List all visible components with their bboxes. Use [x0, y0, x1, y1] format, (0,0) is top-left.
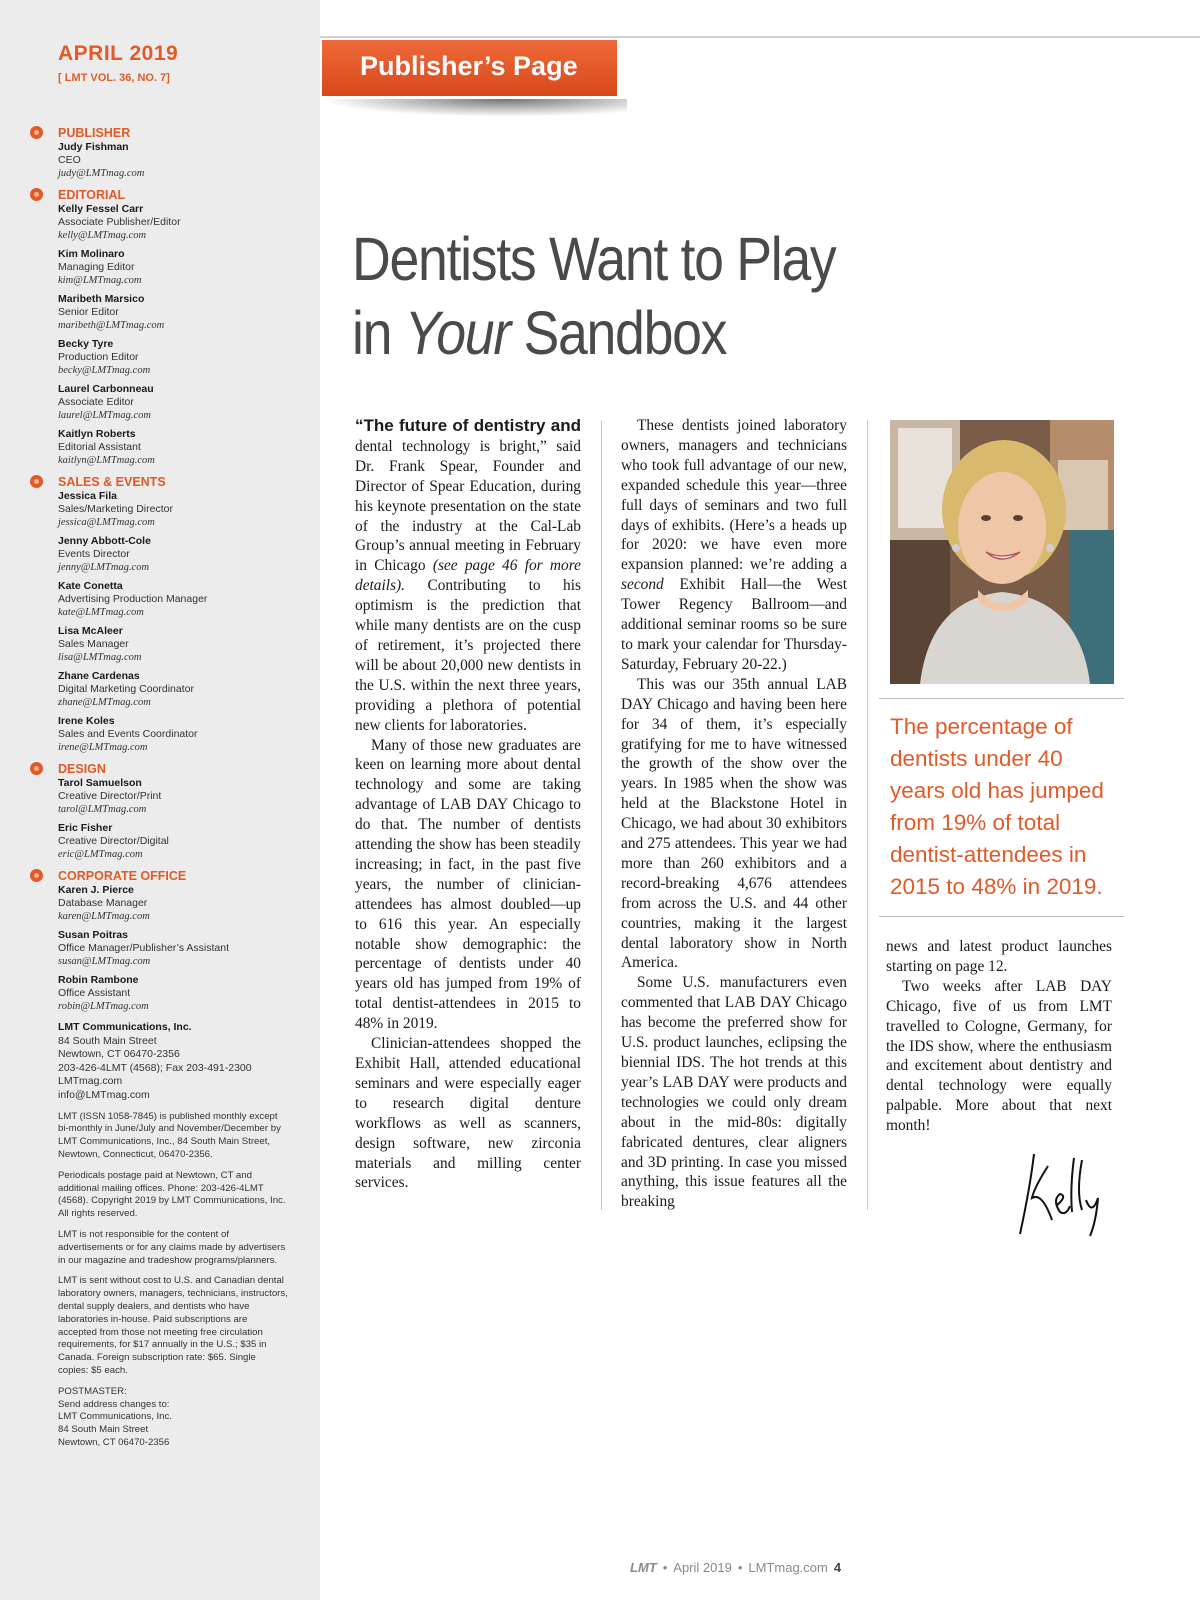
article-paragraph [621, 416, 847, 675]
staff-role: Database Manager [58, 897, 148, 909]
staff-email: karen@LMTmag.com [58, 911, 150, 922]
staff-name: Kate Conetta [58, 580, 123, 592]
staff-email: becky@LMTmag.com [58, 365, 151, 376]
staff-name: Kelly Fessel Carr [58, 203, 144, 215]
staff-role: Digital Marketing Coordinator [58, 683, 194, 695]
staff-email: kate@LMTmag.com [58, 607, 144, 618]
bullet-icon [30, 762, 43, 775]
staff-role: Production Editor [58, 351, 139, 363]
staff-role: Creative Director/Digital [58, 835, 169, 847]
staff-name: Laurel Carbonneau [58, 383, 154, 395]
staff-role: CEO [58, 154, 81, 166]
staff-email: judy@LMTmag.com [58, 168, 145, 179]
staff-name: Judy Fishman [58, 141, 129, 153]
separator-dot-icon: • [737, 1560, 743, 1575]
paragraph-text: dental technology is bright,” said Dr. Frank Spear, Founder and Director of Spear Education, during his keynote presentation on the state of the industry at the Cal-Lab Group’s annual meeting in February in Chicago [355, 437, 581, 575]
article-paragraph: news and latest product launches starting on page 12. [886, 938, 1112, 975]
section-title: PUBLISHER [58, 126, 131, 140]
masthead-sidebar [0, 0, 320, 1600]
headline-sandbox: Sandbox [509, 299, 727, 367]
staff-entry [58, 428, 288, 467]
staff-role: Office Manager/Publisher’s Assistant [58, 942, 230, 954]
staff-role: Senior Editor [58, 306, 119, 318]
publication-notice: LMT (ISSN 1058-7845) is published monthly except bi-monthly in June/July and November/December by LMT Communications, Inc., 84 South Main Street, Newtown, Connecticut, 06470-2356. [58, 1110, 281, 1160]
staff-email: laurel@LMTmag.com [58, 410, 151, 421]
staff-role: Creative Director/Print [58, 790, 162, 802]
staff-role: Associate Editor [58, 396, 134, 408]
staff-entry [58, 974, 288, 1013]
staff-name: Jessica Fila [58, 490, 117, 502]
postmaster-line: 84 South Main Street [58, 1424, 149, 1436]
staff-role: Sales Manager [58, 638, 129, 650]
top-rule [320, 36, 1200, 38]
section-title: SALES & EVENTS [58, 475, 166, 489]
article-column-2 [621, 416, 847, 1212]
article-column-3 [886, 937, 1112, 1136]
staff-email: susan@LMTmag.com [58, 956, 151, 967]
staff-role: Office Assistant [58, 987, 131, 999]
staff-entry [58, 625, 288, 664]
article-paragraph: This was our 35th annual LAB DAY Chicago and having been here for 34 of them, it’s especially gratifying for me to have witnessed the growth of the show over the years. In 1985 when the show was held at the Blackstone Hotel in Chicago, we had about 30 exhibitors and 275 attendees. This year we had more than 260 exhibitors and a record-breaking 4,676 attendees from across the U.S. and 44 other countries, making it the largest dental laboratory show in North America. [621, 675, 847, 972]
section-title: EDITORIAL [58, 188, 126, 202]
section-banner-label: Publisher’s Page [360, 51, 578, 81]
postmaster-notice [58, 1386, 288, 1450]
staff-name: Robin Rambone [58, 974, 139, 986]
staff-email: robin@LMTmag.com [58, 1001, 149, 1012]
staff-email: eric@LMTmag.com [58, 849, 143, 860]
staff-entry [58, 580, 288, 619]
staff-email: zhane@LMTmag.com [58, 697, 151, 708]
staff-name: Becky Tyre [58, 338, 114, 350]
company-website: LMTmag.com [58, 1075, 123, 1088]
bullet-icon [30, 126, 43, 139]
staff-email: tarol@LMTmag.com [58, 804, 147, 815]
pullquote-rule-bottom [879, 916, 1124, 917]
emphasis: second [621, 576, 664, 594]
section-title: DESIGN [58, 762, 106, 776]
staff-email: kelly@LMTmag.com [58, 230, 147, 241]
company-email: info@LMTmag.com [58, 1088, 150, 1101]
company-address-line1: 84 South Main Street [58, 1034, 157, 1047]
issue-volume: [ LMT VOL. 36, NO. 7] [58, 72, 170, 84]
staff-name: Maribeth Marsico [58, 293, 145, 305]
masthead-section-publisher [58, 126, 288, 180]
staff-name: Zhane Cardenas [58, 670, 140, 682]
staff-entry [58, 338, 288, 377]
staff-name: Irene Koles [58, 715, 115, 727]
staff-role: Sales and Events Coordinator [58, 728, 198, 740]
company-info [58, 1021, 288, 1103]
paragraph-text: These dentists joined laboratory owners, managers and technicians who took full advantage of our new, expanded schedule this year—three full days of seminars and two full days of exhibits. (Here’s a heads up for 2020: we have even more expansion planned: we’re adding a [621, 417, 847, 574]
staff-email: kaitlyn@LMTmag.com [58, 455, 155, 466]
staff-role: Events Director [58, 548, 130, 560]
staff-name: Kim Molinaro [58, 248, 125, 260]
liability-notice: LMT is not responsible for the content of advertisements or for any claims made by advertisers in our magazine and tradeshow programs/planners. [58, 1228, 286, 1266]
staff-name: Karen J. Pierce [58, 884, 134, 896]
staff-name: Eric Fisher [58, 822, 113, 834]
staff-name: Susan Poitras [58, 929, 129, 941]
staff-entry [58, 383, 288, 422]
company-name: LMT Communications, Inc. [58, 1021, 192, 1033]
page-number: 4 [833, 1560, 842, 1575]
paragraph-text: Exhibit Hall—the West Tower Regency Ballroom—and additional seminar rooms so be sure to mark your calendar for Thursday-Saturday, February 20-22.) [621, 576, 847, 673]
page-footer [630, 1560, 841, 1575]
staff-role: Associate Publisher/Editor [58, 216, 181, 228]
masthead-section-editorial [58, 188, 288, 467]
column-divider [601, 420, 602, 1210]
subscription-notice: LMT is sent without cost to U.S. and Canadian dental laboratory owners, managers, technicians, instructors, dental supply dealers, and dentists who have laboratories in-house. Paid subscriptions are accepted from those not meeting free circulation requirements, for $17 annually in the U.S.; $35 in Canada. Foreign subscription rate: $65. Single copies: $5 each. [58, 1275, 288, 1376]
postmaster-line: Newtown, CT 06470-2356 [58, 1436, 170, 1448]
staff-entry [58, 293, 288, 332]
staff-entry [58, 490, 288, 529]
footer-website: LMTmag.com [748, 1560, 828, 1575]
staff-name: Jenny Abbott-Cole [58, 535, 151, 547]
masthead-list [58, 126, 288, 1458]
article-paragraph: Some U.S. manufacturers even commented that LAB DAY Chicago has become the preferred show for U.S. product launches, eclipsing the biennial IDS. The hot trends at this year’s LAB DAY were products and technologies we could only dream about in the mid-80s: digitally fabricated dentures, clear aligners and 3D printing. In case you missed anything, this issue features all the breaking [621, 974, 847, 1211]
staff-role: Managing Editor [58, 261, 135, 273]
masthead-section-corporate [58, 869, 288, 1013]
staff-email: kim@LMTmag.com [58, 275, 142, 286]
postmaster-label: POSTMASTER: [58, 1385, 127, 1397]
publisher-photo [890, 420, 1114, 684]
headline-your: Your [404, 299, 510, 367]
staff-entry [58, 535, 288, 574]
staff-entry [58, 777, 288, 816]
staff-entry [58, 822, 288, 861]
page-reference: (see page 46 for more details). [355, 557, 581, 595]
staff-entry [58, 203, 288, 242]
bullet-icon [30, 188, 43, 201]
separator-dot-icon: • [662, 1560, 668, 1575]
staff-role: Editorial Assistant [58, 441, 141, 453]
staff-email: jessica@LMTmag.com [58, 517, 155, 528]
staff-email: irene@LMTmag.com [58, 742, 148, 753]
headline-line1: Dentists Want to Play [352, 225, 836, 293]
postage-notice: Periodicals postage paid at Newtown, CT and additional mailing offices. Phone: 203-426-4LMT (4568). Copyright 2019 by LMT Communications, Inc. All rights reserved. [58, 1169, 286, 1220]
footer-brand: LMT [630, 1560, 657, 1575]
bullet-icon [30, 869, 43, 882]
postmaster-line: Send address changes to: [58, 1398, 170, 1410]
article-column-1 [355, 416, 581, 1193]
staff-entry [58, 141, 288, 180]
footer-date: April 2019 [673, 1560, 732, 1575]
article-paragraph: Many of those new graduates are keen on learning more about dental technology and some are taking advantage of LAB DAY Chicago to do that. The number of dentists attending the show has been steadily increasing; in fact, in the past five years, the number of clinician-attendees has almost doubled—up to 616 this year. An especially notable show demographic: the percentage of dentists under 40 years old has jumped from 19% of total dentist-attendees in 2015 to 48% in 2019. [355, 736, 581, 1033]
staff-role: Advertising Production Manager [58, 593, 208, 605]
article-paragraph: Clinician-attendees shopped the Exhibit Hall, attended educational seminars and were especially eager to research digital denture workflows as well as scanners, design software, new zirconia materials and milling center services. [355, 1035, 581, 1192]
masthead-section-sales [58, 475, 288, 754]
staff-name: Kaitlyn Roberts [58, 428, 136, 440]
issue-month: APRIL 2019 [58, 42, 179, 65]
headline-in: in [352, 299, 405, 367]
pull-quote: The percentage of dentists under 40 years old has jumped from 19% of total dentist-attendees in 2015 to 48% in 2019. [890, 714, 1104, 899]
lead-in: “The future of dentistry and [355, 416, 581, 435]
article-headline [352, 222, 835, 370]
staff-role: Sales/Marketing Director [58, 503, 173, 515]
banner-shadow [322, 99, 627, 117]
paragraph-text: Contributing to his optimism is the prediction that while many dentists are on the cusp of retirement, it’s projected there will be about 20,000 new dentists in the U.S. within the next three years, providing a plethora of potential new clients for laboratories. [355, 577, 581, 734]
staff-entry [58, 670, 288, 709]
bullet-icon [30, 475, 43, 488]
section-title: CORPORATE OFFICE [58, 869, 187, 883]
fine-print [58, 1111, 288, 1450]
company-phone: 203-426-4LMT (4568); Fax 203-491-2300 [58, 1061, 252, 1074]
article-paragraph: Two weeks after LAB DAY Chicago, five of us from LMT travelled to Cologne, Germany, for the IDS show, where the enthusiasm and excitement about dentistry and dental technology were equally palpable. More about that next month! [886, 977, 1112, 1135]
signature [1012, 1148, 1107, 1238]
column-divider [867, 420, 868, 1210]
staff-name: Tarol Samuelson [58, 777, 142, 789]
portrait-image [890, 420, 1114, 684]
staff-email: jenny@LMTmag.com [58, 562, 150, 573]
pullquote-rule-top [879, 698, 1124, 699]
company-address-line2: Newtown, CT 06470-2356 [58, 1048, 180, 1061]
staff-entry [58, 715, 288, 754]
signature-image [1012, 1148, 1107, 1238]
postmaster-line: LMT Communications, Inc. [58, 1411, 172, 1423]
staff-email: lisa@LMTmag.com [58, 652, 142, 663]
staff-name: Lisa McAleer [58, 625, 123, 637]
masthead-section-design [58, 762, 288, 861]
staff-entry [58, 884, 288, 923]
staff-entry [58, 248, 288, 287]
staff-entry [58, 929, 288, 968]
staff-email: maribeth@LMTmag.com [58, 320, 165, 331]
article-paragraph [355, 416, 581, 736]
